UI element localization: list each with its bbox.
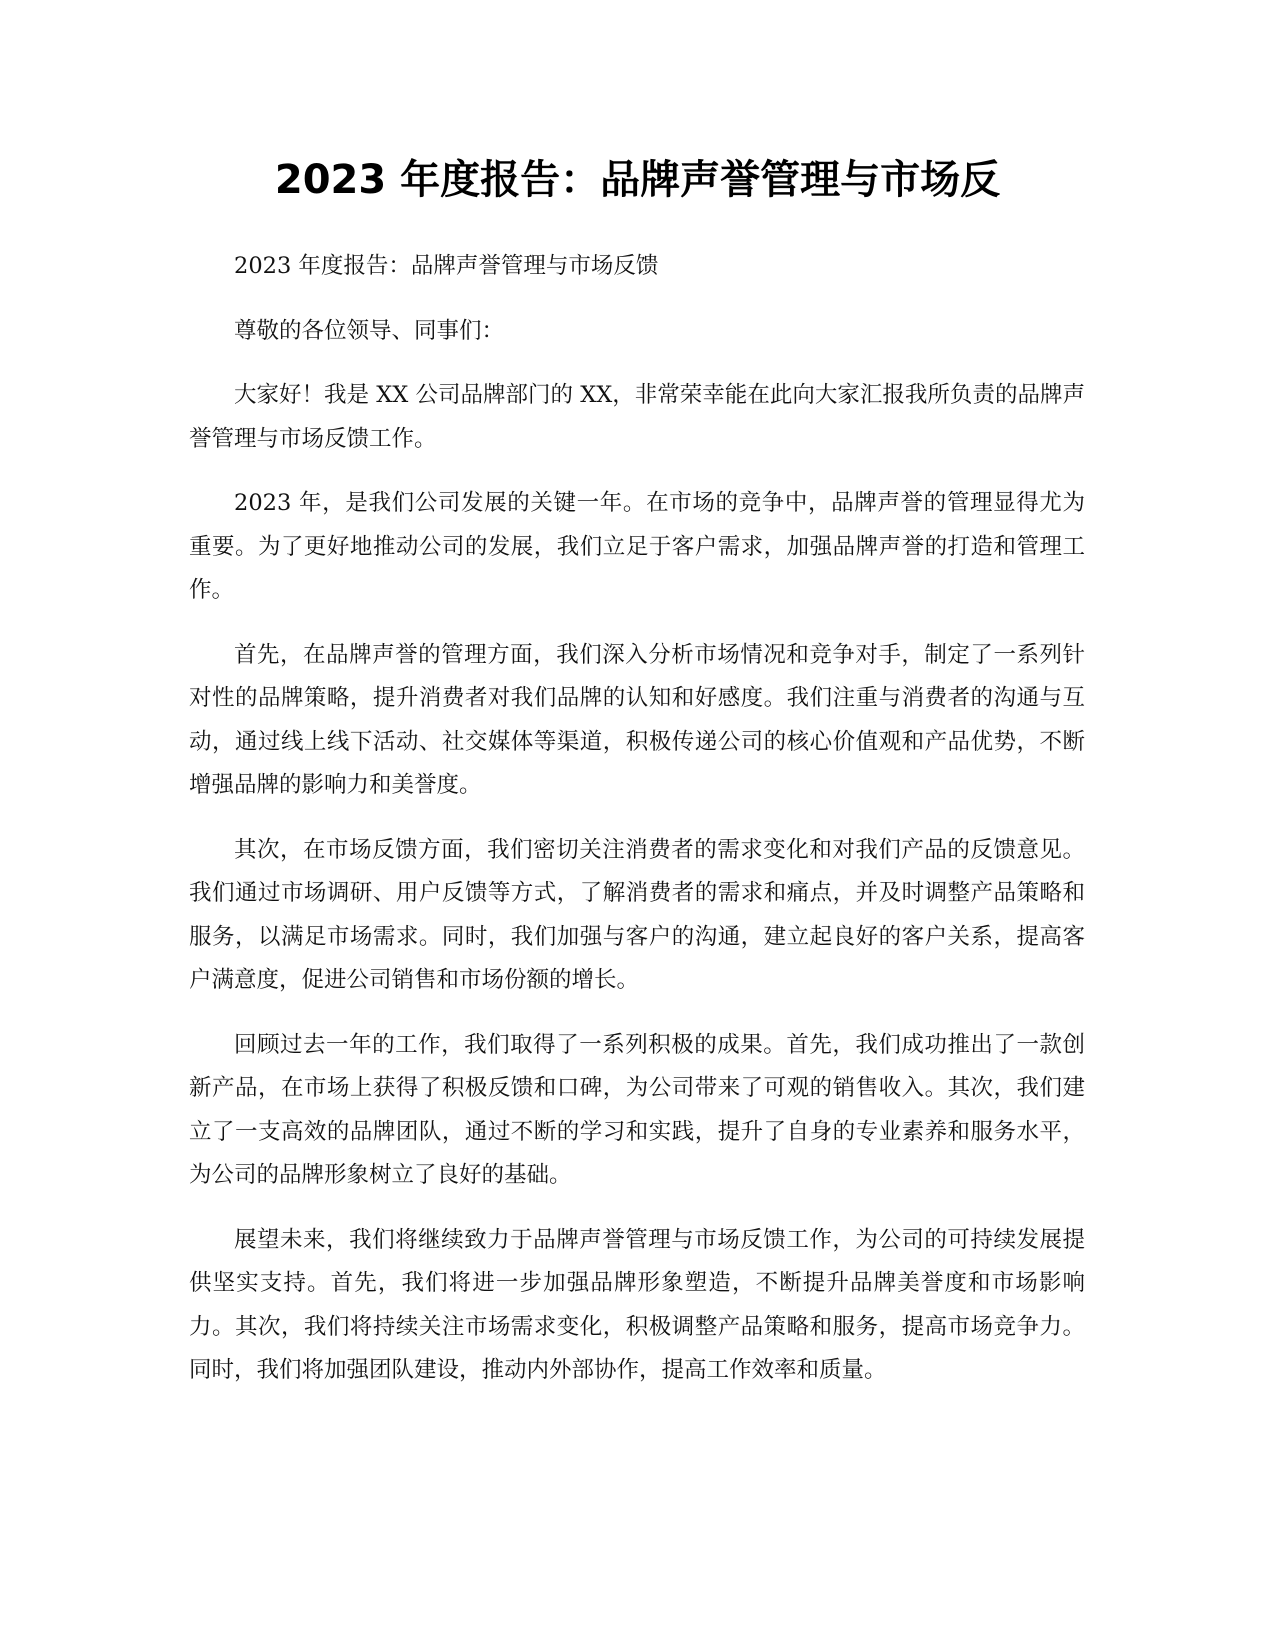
paragraph-review: 回顾过去一年的工作，我们取得了一系列积极的成果。首先，我们成功推出了一款创新产品，在市场上获得了积极反馈和口碑，为公司带来了可观的销售收入。其次，我们建立了一支高效的品牌团队，通过不断的学习和实践，提升了自身的专业素养和服务水平，为公司的品牌形象树立了良好的基础。 [189,1031,1085,1188]
paragraph-reputation-management: 首先，在品牌声誉的管理方面，我们深入分析市场情况和竞争对手，制定了一系列针对性的品牌策略，提升消费者对我们品牌的认知和好感度。我们注重与消费者的沟通与互动，通过线上线下活动、社交媒体等渠道，积极传递公司的核心价值观和产品优势，不断增强品牌的影响力和美誉度。 [189,641,1085,798]
document-title: 2023 年度报告：品牌声誉管理与市场反 [274,157,1001,203]
paragraph-market-feedback: 其次，在市场反馈方面，我们密切关注消费者的需求变化和对我们产品的反馈意见。我们通过市场调研、用户反馈等方式，了解消费者的需求和痛点，并及时调整产品策略和服务，以满足市场需求。同时，我们加强与客户的沟通，建立起良好的客户关系，提高客户满意度，促进公司销售和市场份额的增长。 [189,836,1085,993]
paragraph-greeting: 大家好！我是 XX 公司品牌部门的 XX，非常荣幸能在此向大家汇报我所负责的品牌声誉管理与市场反馈工作。 [189,382,1085,452]
paragraph-outlook: 展望未来，我们将继续致力于品牌声誉管理与市场反馈工作，为公司的可持续发展提供坚实支持。首先，我们将进一步加强品牌形象塑造，不断提升品牌美誉度和市场影响力。其次，我们将持续关注市场需求变化，积极调整产品策略和服务，提高市场竞争力。同时，我们将加强团队建设，推动内外部协作，提高工作效率和质量。 [189,1226,1085,1383]
paragraph-overview: 2023 年，是我们公司发展的关键一年。在市场的竞争中，品牌声誉的管理显得尤为重要。为了更好地推动公司的发展，我们立足于客户需求，加强品牌声誉的打造和管理工作。 [189,490,1085,603]
paragraph-salutation: 尊敬的各位领导、同事们： [234,317,505,344]
paragraph-subtitle: 2023 年度报告：品牌声誉管理与市场反馈 [234,253,659,279]
document-body [189,245,1085,1414]
